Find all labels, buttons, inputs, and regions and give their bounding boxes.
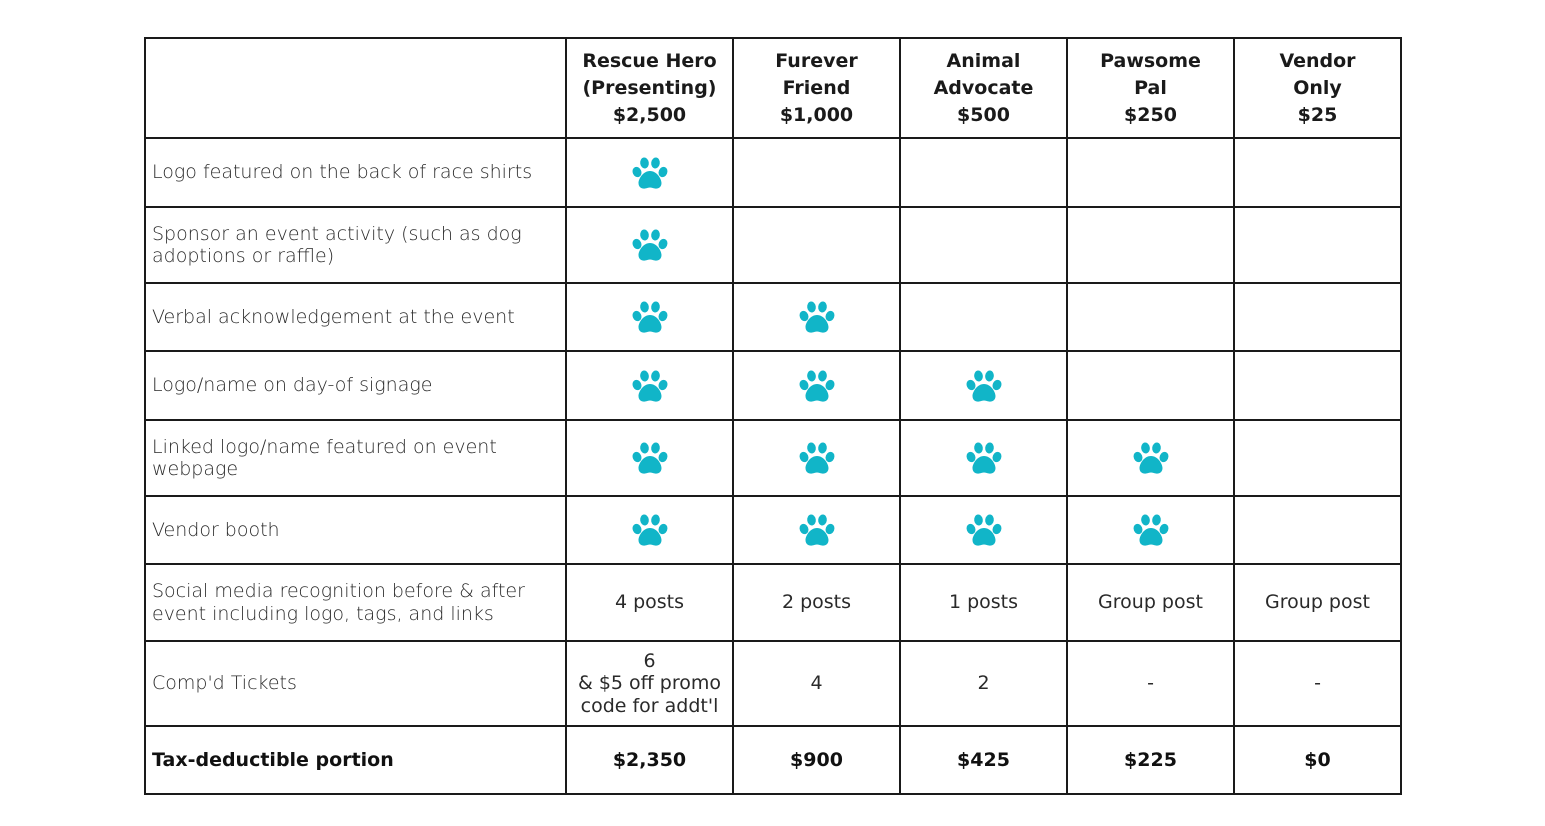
paw-icon [630,512,670,548]
table-cell [566,283,733,351]
table-cell: $2,350 [566,726,733,794]
table-cell [1067,496,1234,564]
table-row [145,283,1401,351]
column-header-line: Furever [775,49,858,72]
table-row [145,641,1401,726]
table-cell [733,207,900,283]
table-row [145,138,1401,207]
table-cell [566,207,733,283]
table-cell [1067,138,1234,207]
column-header-price: $1,000 [779,103,854,126]
table-row [145,207,1401,283]
row-label: Tax-deductible portion [145,726,566,794]
table-cell [566,641,733,726]
table-cell [566,420,733,496]
table-cell [1234,138,1401,207]
table-cell [1234,351,1401,420]
table-cell [900,496,1067,564]
paw-icon [964,512,1004,548]
column-header-line: (Presenting) [582,76,717,99]
table-cell [1067,351,1234,420]
table-cell [1234,496,1401,564]
paw-icon [797,368,837,404]
paw-icon [797,299,837,335]
paw-icon [630,299,670,335]
header-row [145,38,1401,138]
paw-icon [630,227,670,263]
table-cell: 4 [733,641,900,726]
table-cell [900,138,1067,207]
row-label: Logo/name on day-of signage [145,351,566,420]
cell-line: code for addt'l [580,694,719,717]
table-cell: Group post [1067,564,1234,641]
table-cell [733,420,900,496]
column-header-animal-advocate [900,38,1067,138]
column-header-line: Pawsome [1100,49,1201,72]
table-cell: $900 [733,726,900,794]
row-label: Verbal acknowledgement at the event [145,283,566,351]
column-header-price: $25 [1297,103,1338,126]
column-header-price: $2,500 [612,103,687,126]
table-cell [733,351,900,420]
table-body [145,138,1401,794]
paw-icon [797,440,837,476]
row-label: Sponsor an event activity (such as dog adoptions or raffle) [145,207,566,283]
table-row [145,351,1401,420]
row-label: Vendor booth [145,496,566,564]
paw-icon [964,440,1004,476]
table-cell [566,496,733,564]
row-label: Social media recognition before & after event including logo, tags, and links [145,564,566,641]
column-header-line: Animal [946,49,1021,72]
header-corner-cell [145,38,566,138]
column-header-vendor-only [1234,38,1401,138]
column-header-line: Advocate [933,76,1034,99]
column-header-pawsome-pal [1067,38,1234,138]
paw-icon [1131,440,1171,476]
table-cell: - [1234,641,1401,726]
table-cell [1234,207,1401,283]
table-cell [1067,283,1234,351]
table-cell: - [1067,641,1234,726]
column-header-rescue-hero [566,38,733,138]
paw-icon [1131,512,1171,548]
table-row [145,564,1401,641]
paw-icon [797,512,837,548]
table-cell [1067,420,1234,496]
table-cell [1067,207,1234,283]
table-cell [566,138,733,207]
column-header-line: Rescue Hero [582,49,717,72]
table-cell: $225 [1067,726,1234,794]
table-cell: 1 posts [900,564,1067,641]
table-cell [1234,283,1401,351]
paw-icon [630,368,670,404]
table-cell: Group post [1234,564,1401,641]
column-header-line: Friend [782,76,851,99]
paw-icon [630,440,670,476]
sponsorship-table [144,37,1402,795]
table-cell [733,138,900,207]
table-cell [900,351,1067,420]
column-header-price: $500 [957,103,1010,126]
column-header-line: Vendor [1279,49,1356,72]
column-header-line: Pal [1134,76,1167,99]
cell-line: 6 [643,649,656,672]
column-header-line: Only [1293,76,1342,99]
table-cell [566,351,733,420]
table-cell [900,420,1067,496]
paw-icon [630,155,670,191]
table-cell: 4 posts [566,564,733,641]
table-cell [1234,420,1401,496]
table-cell: $0 [1234,726,1401,794]
row-label: Comp'd Tickets [145,641,566,726]
column-header-price: $250 [1124,103,1177,126]
table-cell: $425 [900,726,1067,794]
paw-icon [964,368,1004,404]
row-label: Linked logo/name featured on event webpage [145,420,566,496]
table-cell: 2 [900,641,1067,726]
table-cell [733,496,900,564]
table-cell [900,207,1067,283]
column-header-furever-friend [733,38,900,138]
row-label: Logo featured on the back of race shirts [145,138,566,207]
table-cell [733,283,900,351]
cell-line: & $5 off promo [577,672,722,695]
table-cell [900,283,1067,351]
table-row [145,496,1401,564]
table-row [145,726,1401,794]
table-row [145,420,1401,496]
table-cell: 2 posts [733,564,900,641]
